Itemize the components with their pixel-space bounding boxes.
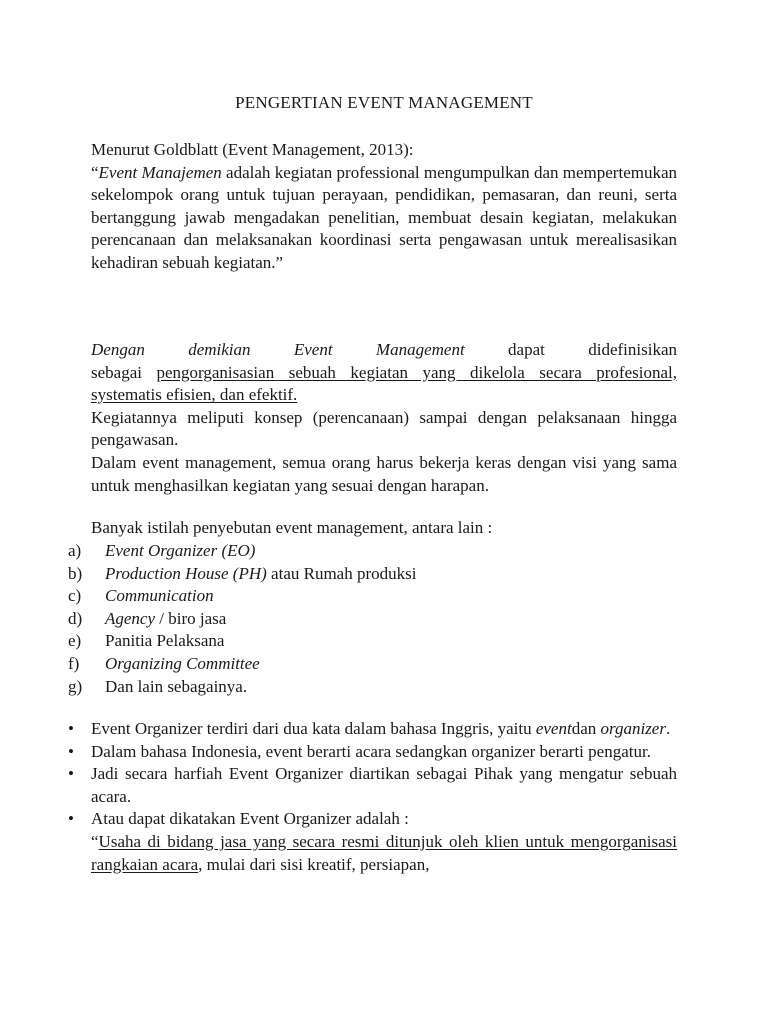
bullet-word-organizer: organizer <box>600 719 666 738</box>
term-italic: Event Organizer (EO) <box>105 541 256 560</box>
list-item <box>68 608 688 631</box>
list-item <box>68 630 688 653</box>
list-item <box>68 563 688 586</box>
quote-term: Event Manajemen <box>98 162 222 182</box>
page-title: PENGERTIAN EVENT MANAGEMENT <box>235 93 533 112</box>
term-text: Panitia Pelaksana <box>105 631 225 651</box>
definition-effort: Dalam event management, semua orang harus bekerja keras dengan visi yang sama untuk menghasilkan kegiatan yang sesuai dengan harapan. <box>91 452 677 495</box>
eo-quote-rest: , mulai dari sisi kreatif, persiapan, <box>198 854 430 874</box>
bullet-end: . <box>665 719 671 738</box>
term-text: / biro jasa <box>155 608 227 628</box>
list-marker: e) <box>68 631 82 651</box>
list-item <box>68 676 688 699</box>
term-text: atau Rumah produksi <box>266 563 417 583</box>
bullet-item <box>68 763 677 808</box>
terms-intro: Banyak istilah penyebutan event management, antara lain : <box>91 518 493 537</box>
definition-underlined: pengorganisasian sebuah kegiatan yang dikelola secara profesional, systematis efisien, dan efektif. <box>91 362 677 405</box>
bullet-and: dan <box>571 719 601 738</box>
quote-body: adalah kegiatan professional mengumpulkan dan mempertemukan sekelompok orang untuk tujuan perayaan, pendidikan, pemasaran, dan reuni, serta bertanggung jawab mengadakan penelitian, membuat desain kegiatan, melakukan perencanaan dan melaksanakan koordinasi serta pengawasan untuk merealisasikan kehadiran sebuah kegiatan.” <box>91 162 678 272</box>
list-item <box>68 585 688 608</box>
term-italic: Agency <box>105 608 156 628</box>
eo-quote-open: “ <box>91 831 99 851</box>
bullet-text: Jadi secara harfiah Event Organizer diartikan sebagai Pihak yang mengatur sebuah acara. <box>91 764 677 806</box>
list-marker: f) <box>68 653 80 673</box>
list-marker: g) <box>68 676 83 696</box>
bullet-item <box>68 718 677 741</box>
eo-quote <box>68 831 677 876</box>
definition-body <box>91 362 677 407</box>
term-text: Dan lain sebagainya. <box>105 676 248 696</box>
term-italic: Communication <box>105 586 214 606</box>
bullet-text: Event Organizer terdiri dari dua kata dalam bahasa Inggris, yaitu <box>91 719 536 738</box>
list-item <box>68 540 688 563</box>
definition-paragraph <box>91 339 677 497</box>
bullet-symbol: • <box>68 809 74 829</box>
bullet-symbol: • <box>68 719 74 738</box>
definition-prefix: sebagai <box>91 362 157 382</box>
list-marker: d) <box>68 608 83 628</box>
list-marker: c) <box>68 586 82 606</box>
bullet-symbol: • <box>68 764 74 784</box>
quote-source: Menurut Goldblatt (Event Management, 2013): <box>91 140 414 159</box>
bullet-word-event: event <box>535 719 572 738</box>
bullet-text: Dalam bahasa Indonesia, event berarti acara sedangkan organizer berarti pengatur. <box>91 741 651 761</box>
terms-list <box>68 540 688 698</box>
eo-quote-underlined: Usaha di bidang jasa yang secara resmi ditunjuk oleh klien untuk mengorganisasi rangkaian acara <box>91 831 677 874</box>
definition-lead-italic: Dengan demikian Event Management <box>91 340 465 359</box>
term-italic: Production House (PH) <box>105 563 267 583</box>
definition-scope: Kegiatannya meliputi konsep (perencanaan) sampai dengan pelaksanaan hingga pengawasan. <box>91 407 677 450</box>
list-marker: a) <box>68 541 82 560</box>
goldblatt-quote <box>91 139 677 275</box>
definition-line-1 <box>91 339 677 362</box>
event-organizer-bullets <box>68 718 677 876</box>
definition-lead-text: dapat didefinisikan <box>464 340 677 359</box>
term-italic: Organizing Committee <box>105 653 260 673</box>
bullet-text: Atau dapat dikatakan Event Organizer adalah : <box>91 809 409 829</box>
bullet-item <box>68 741 677 764</box>
bullet-item <box>68 808 677 831</box>
quote-open-mark: “ <box>91 162 99 182</box>
list-item <box>68 653 688 676</box>
bullet-symbol: • <box>68 741 74 761</box>
list-marker: b) <box>68 563 83 583</box>
